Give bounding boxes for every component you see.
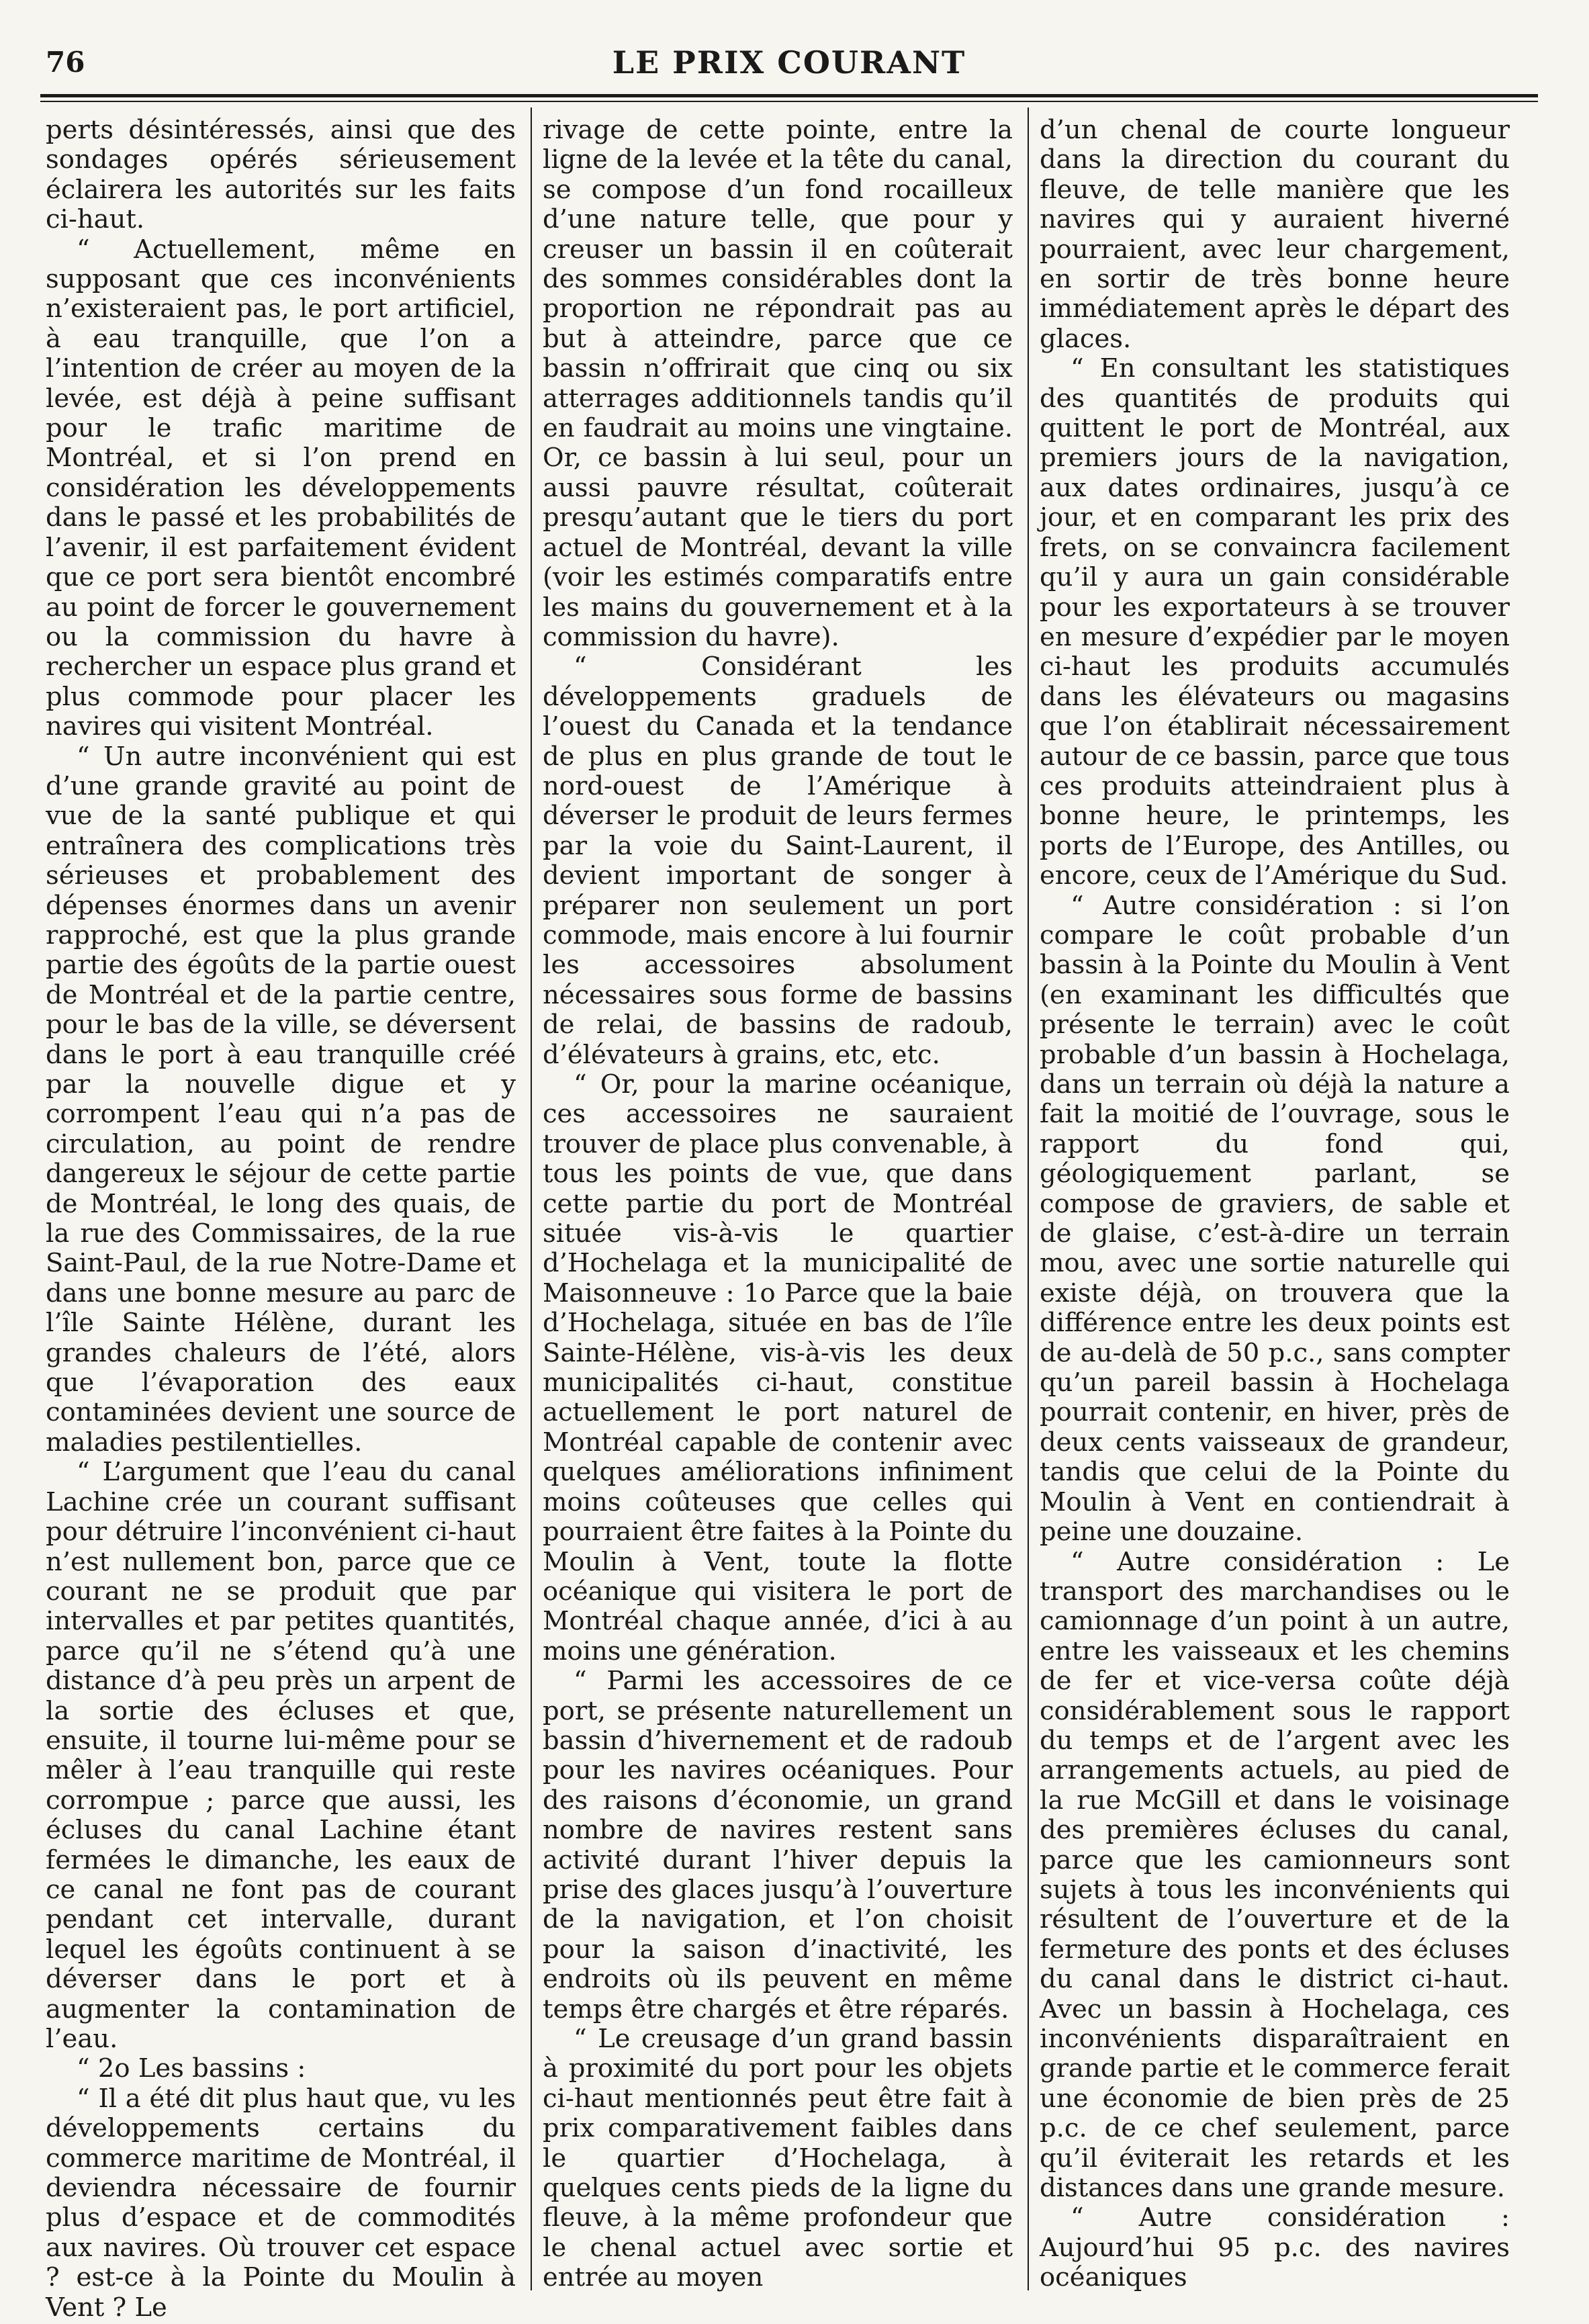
section-heading: “ 2o Les bassins : [77, 2053, 306, 2084]
paragraph: “ Actuellement, même en supposant que ces inconvénients n’existeraient pas, le port artificiel, à eau tranquille, que l’on a l’intention de créer au moyen de la levée, est déjà à peine suffisant pour le trafic maritime de Montréal, et si l’on prend en considération les développements dans le passé et les probabilités de l’avenir, il est parfaitement évident que ce port sera bientôt encombré au point de forcer le gouvernement ou la commission du havre à rechercher un espace plus grand et plus commode pour placer les navires qui visitent Montréal. [46, 234, 516, 742]
paragraph: “ En consultant les statistiques des quantités de produits qui quittent le port de Montréal, aux premiers jours de la navigation, aux dates ordinaires, jusqu’à ce jour, et en comparant les prix des frets, on se convaincra facilement qu’il y aura un gain considérable pour les exportateurs à se trouver en mesure d’expédier par le moyen ci-haut les produits accumulés dans les élévateurs ou magasins que l’on établirait nécessairement autour de ce bassin, parce que tous ces produits atteindraient plus à bonne heure, le printemps, les ports de l’Europe, des Antilles, ou encore, ceux de l’Amérique du Sud. [1040, 353, 1510, 891]
paragraph: “ Autre considération : Aujourd’hui 95 p.c. des navires océaniques [1040, 2202, 1510, 2293]
page-header [40, 40, 1538, 87]
header-rule [40, 94, 1538, 97]
journal-title: LE PRIX COURANT [612, 44, 966, 81]
paragraph: “ Parmi les accessoires de ce port, se présente naturellement un bassin d’hivernement et de radoub pour les navires océaniques. Pour des raisons d’économie, un grand nombre de navires restent sans activité durant l’hiver depuis la prise des glaces jusqu’à l’ouverture de la navigation, et l’on choisit pour la saison d’inactivité, les endroits où ils peuvent en même temps être chargés et être réparés. [543, 1666, 1013, 2024]
page-number: 76 [46, 46, 85, 79]
paragraph: “ Considérant les développements graduels de l’ouest du Canada et la tendance de plus en plus grande de tout le nord-ouest de l’Amérique à déverser le produit de leurs fermes par la voie du Saint-Laurent, il devient important de songer à préparer non seulement un port commode, mais encore à lui fournir les accessoires absolument nécessaires sous forme de bassins de relai, de bassins de radoub, d’élévateurs à grains, etc, etc. [543, 652, 1013, 1070]
paragraph: “ Or, pour la marine océanique, ces accessoires ne sauraient trouver de place plus convenable, à tous les points de vue, que dans cette partie du port de Montréal située vis-à-vis le quartier d’Hochelaga et la municipalité de Maisonneuve : 1o Parce que la baie d’Hochelaga, située en bas de l’île Sainte-Hélène, vis-à-vis les deux municipalités ci-haut, constitue actuellement le port naturel de Montréal capable de contenir avec quelques améliorations infiniment moins coûteuses que celles qui pourraient être faites à la Pointe du Moulin à Vent, toute la flotte océanique qui visitera le port de Montréal chaque année, d’ici à au moins une génération. [543, 1069, 1013, 1666]
paragraph: “ Autre considération : Le transport des marchandises ou le camionnage d’un point à un autre, entre les vaisseaux et les chemins de fer et vice-versa coûte déjà considérablement sous le rapport du temps et de l’argent avec les arrangements actuels, au pied de la rue McGill et dans le voisinage des premières écluses du canal, parce que les camionneurs sont sujets à tous les inconvénients qui résultent de l’ouverture et de la fermeture des ponts et des écluses du canal dans le district ci-haut. Avec un bassin à Hochelaga, ces inconvénients disparaîtraient en grande partie et le commerce ferait une économie de bien près de 25 p.c. de ce chef seulement, parce qu’il éviterait les retards et les distances dans une grande mesure. [1040, 1546, 1510, 2204]
paragraph: “ Il a été dit plus haut que, vu les développements certains du commerce maritime de Montréal, il deviendra nécessaire de fournir plus d’espace et de commodités aux navires. Où trouver cet espace ? est-ce à la Pointe du Moulin à Vent ? Le [46, 2083, 516, 2323]
paragraph: perts désintéressés, ainsi que des sondages opérés sérieusement éclairera les autorités sur les faits ci-haut. [46, 115, 516, 235]
column-divider [1028, 107, 1029, 2290]
paragraph: d’un chenal de courte longueur dans la direction du courant du fleuve, de telle manière que les navires qui y auraient hiverné pourraient, avec leur chargement, en sortir de très bonne heure immédiatement après le départ des glaces. [1040, 115, 1510, 354]
paragraph: “ L’argument que l’eau du canal Lachine crée un courant suffisant pour détruire l’inconvénient ci-haut n’est nullement bon, parce que ce courant ne se produit que par intervalles et par petites quantités, parce qu’il ne s’étend qu’à une distance d’à peu près un arpent de la sortie des écluses et que, ensuite, il tourne lui-même pour se mêler à l’eau tranquille qui reste corrompue ; parce que aussi, les écluses du canal Lachine étant fermées le dimanche, les eaux de ce canal ne font pas de courant pendant cet intervalle, durant lequel les égoûts continuent à se déverser dans le port et à augmenter la contamination de l’eau. [46, 1457, 516, 2054]
paragraph: “ Un autre inconvénient qui est d’une grande gravité au point de vue de la santé publique et qui entraînera des complications très sérieuses et probablement des dépenses énormes dans un avenir rapproché, est que la plus grande partie des égoûts de la partie ouest de Montréal et de la partie centre, pour le bas de la ville, se déversent dans le port à eau tranquille créé par la nouvelle digue et y corrompent l’eau qui n’a pas de circulation, au point de rendre dangereux le séjour de cette partie de Montréal, le long des quais, de la rue des Commissaires, de la rue Saint-Paul, de la rue Notre-Dame et dans une bonne mesure au parc de l’île Sainte Hélène, durant les grandes chaleurs de l’été, alors que l’évaporation des eaux contaminées devient une source de maladies pestilentielles. [46, 741, 516, 1458]
paragraph: rivage de cette pointe, entre la ligne de la levée et la tête du canal, se compose d’un fond rocailleux d’une nature telle, que pour y creuser un bassin il en coûterait des sommes considérables dont la proportion ne répondrait pas au but à atteindre, parce que ce bassin n’offrirait que cinq ou six atterrages additionnels tandis qu’il en faudrait au moins une vingtaine. Or, ce bassin à lui seul, pour un aussi pauvre résultat, coûterait presqu’autant que le tiers du port actuel de Montréal, devant la ville (voir les estimés comparatifs entre les mains du gouvernement et à la commission du havre). [543, 115, 1013, 652]
text-column-3 [1040, 115, 1510, 2293]
paragraph: “ Le creusage d’un grand bassin à proximité du port pour les objets ci-haut mentionnés peut être fait à prix comparativement faibles dans le quartier d’Hochelaga, à quelques cents pieds de la ligne du fleuve, à la même profondeur que le chenal actuel avec sortie et entrée au moyen [543, 2024, 1013, 2293]
text-column-2 [543, 115, 1013, 2293]
paragraph: “ Autre considération : si l’on compare le coût probable d’un bassin à la Pointe du Moulin à Vent (en examinant les difficultés que présente le terrain) avec le coût probable d’un bassin à Hochelaga, dans un terrain où déjà la nature a fait la moitié de l’ouvrage, sous le rapport du fond qui, géologiquement parlant, se compose de graviers, de sable et de glaise, c’est-à-dire un terrain mou, avec une sortie naturelle qui existe déjà, on trouvera que la différence entre les deux points est de au-delà de 50 p.c., sans compter qu’un pareil bassin à Hochelaga pourrait contenir, en hiver, près de deux cents vaisseaux de grandeur, tandis que celui de la Pointe du Moulin à Vent en contiendrait à peine une douzaine. [1040, 890, 1510, 1548]
header-rule-thin [40, 101, 1538, 102]
column-divider [531, 107, 532, 2290]
text-column-1 [46, 115, 516, 2323]
